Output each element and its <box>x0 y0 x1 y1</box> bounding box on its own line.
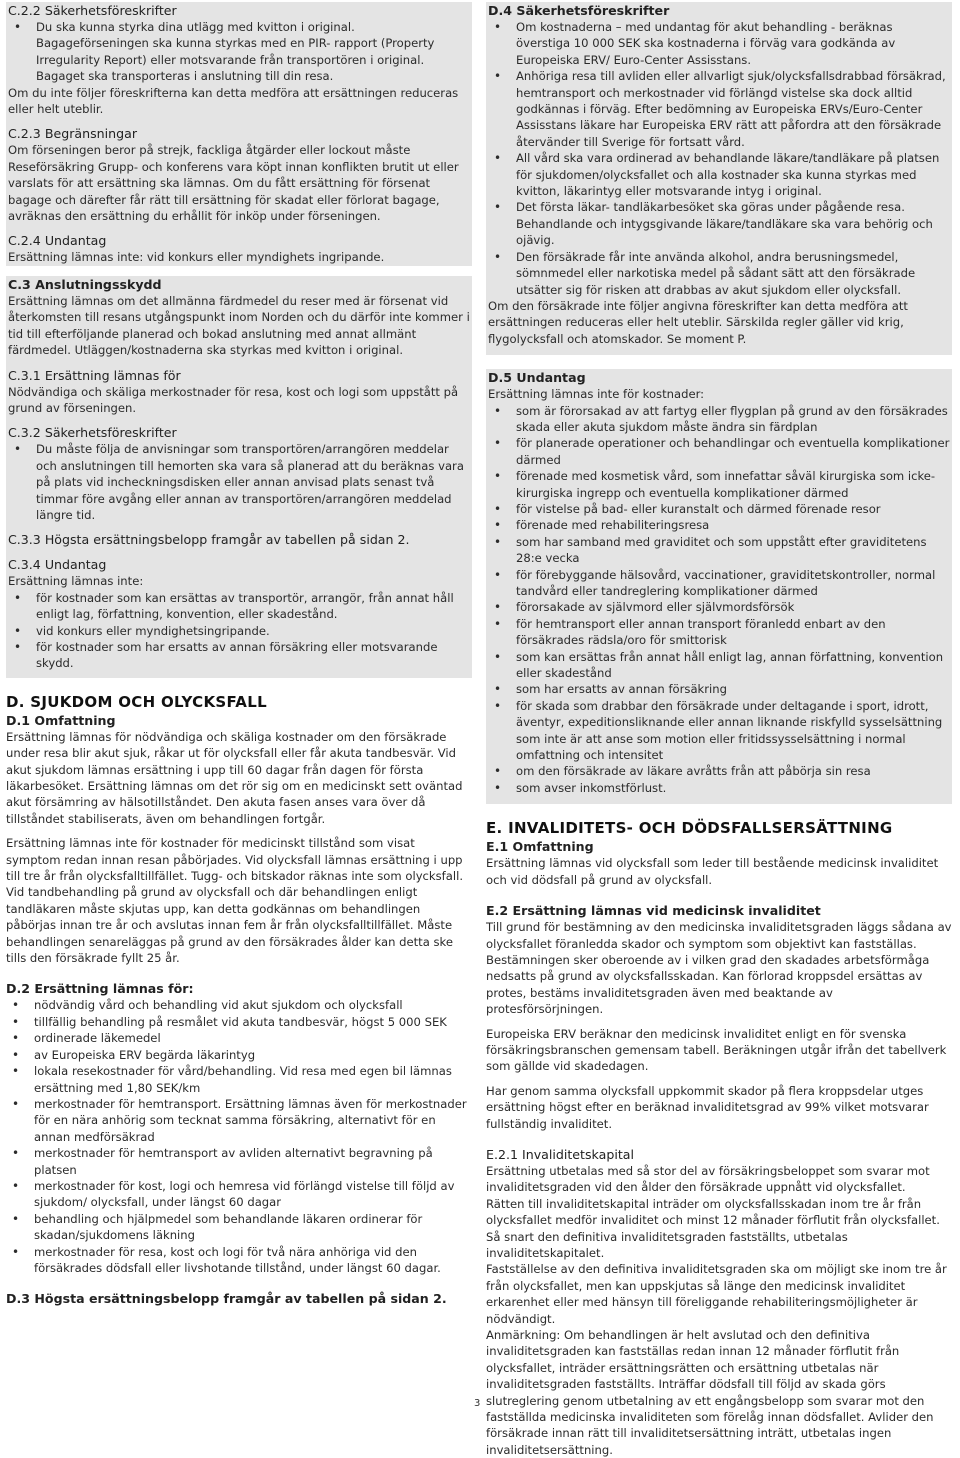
section-c3-shaded <box>6 276 472 678</box>
list-item: • för förebyggande hälsovård, vaccinationer, graviditetskontroller, normal tandvård eller tandreglering komplikationer därmed <box>516 567 950 600</box>
list-item: • om den försäkrade av läkare avråtts från att påbörja sin resa <box>516 763 950 779</box>
list-item: • för kostnader som kan ersättas av transportör, arrangör, från annat håll enligt lag, författning, konvention, eller skadestånd. <box>36 590 470 623</box>
paragraph-e2-3: Har genom samma olycksfall uppkommit skador på flera kroppsdelar utges ersättning högst efter en beräknad invaliditetsgrad av 99% vilket motsvarar fullständig invaliditet. <box>486 1083 929 1131</box>
list-item: • merkostnader för hemtransport av avliden alternativt begravning på platsen <box>34 1145 472 1178</box>
list-item: • för planerade operationer och behandlingar och eventuella komplikationer därmed <box>516 435 950 468</box>
left-column <box>6 2 472 1307</box>
paragraph-e21-1: Ersättning utbetalas med så stor del av försäkringsbeloppet som svarar mot invaliditetsgraden vid den ålder den försäkrade uppnått vid olycksfallet. <box>486 1163 930 1195</box>
list-item: • förenade med rehabiliteringsresa <box>516 517 950 533</box>
heading-e2: E.2 Ersättning lämnas vid medicinsk invaliditet <box>486 903 821 919</box>
heading-c31: C.3.1 Ersättning lämnas för <box>8 367 181 383</box>
heading-c3: C.3 Anslutningsskydd <box>8 276 162 292</box>
list-item: • för skada som drabbar den försäkrade under deltagande i sport, idrott, äventyr, expeditionsliknande eller annan liknande riskfylld sysselsättning som inte är att anse som motion eller fritidssysselsättning i normal omfattning och intensitet <box>516 698 950 764</box>
list-c34 <box>8 590 470 672</box>
list-item: • som har samband med graviditet och som uppstått efter graviditetens 28:e vecka <box>516 534 950 567</box>
paragraph-c3: Ersättning lämnas om det allmänna färdmedel du reser med är försenat vid återkomsten till resans utgångspunkt inom Norden och du därför inte kommer i tid till efterföljande planerad och bokad anslutning med annat allmänt färdmedel. Utläggen/kostnaderna ska styrkas med kvitton i original. <box>8 293 470 358</box>
list-item: • merkostnader för hemtransport. Ersättning lämnas även för merkostnader för en nära anhörig som tecknat samma försäkring, alternativt för en annan medförsäkrad <box>34 1096 472 1145</box>
paragraph-c24: Ersättning lämnas inte: vid konkurs eller myndighets ingripande. <box>8 250 385 265</box>
list-item: • lokala resekostnader för vård/behandling. Vid resa med egen bil lämnas ersättning med 1,80 SEK/km <box>34 1063 472 1096</box>
list-item: • merkostnader för kost, logi och hemresa vid förlängd vistelse till följd av sjukdom/ olycksfall, under längst 60 dagar <box>34 1178 472 1211</box>
heading-d: D. SJUKDOM OCH OLYCKSFALL <box>6 692 267 711</box>
paragraph-e21-3: Fastställelse av den definitiva invaliditetsgraden ska om möjligt ske inom tre år från olycksfallet, men kan uppskjutas så länge den medicinsk invaliditet erkarenhet eller med hänsyn till föreliggande rehabiliteringsmöjligheter är nödvändigt. <box>486 1262 947 1326</box>
list-item: • för kostnader som har ersatts av annan försäkring eller motsvarande skydd. <box>36 639 470 672</box>
list-d2 <box>6 997 472 1276</box>
paragraph-d1-2: Ersättning lämnas inte för kostnader för medicinskt tillstånd som visat symptom redan innan resan påbörjades. Vid olycksfall lämnas ersättning i upp till tre år från olycksfalltillfället. Tugg- och bitskador räknas inte som olycksfall. Vid tandbehandling på grund av olycksfall och där behandlingen enligt tandläkaren måste skjutas upp, kan detta godkännas om behandlingen påbörjas innan tre år och avslutas innan fem år från olycksfalltillfället. Måste behandlingen senareläggas på grund av den försäkrades ålder kan detta ske tills den försäkrade fyllt 25 år. <box>6 836 464 966</box>
heading-d4: D.4 Säkerhetsföreskrifter <box>488 3 670 18</box>
list-item: • All vård ska vara ordinerad av behandlande läkare/tandläkare på platsen för sjukdomen/olycksfallet och alla kostnader ska kunna styrkas med kvitton, läkarintyg eller motsvarande intyg i original. <box>516 150 950 199</box>
list-item: • för vistelse på bad- eller kuranstalt och därmed förenade resor <box>516 501 950 517</box>
list-item: • Den försäkrade får inte använda alkohol, andra berusningsmedel, sömnmedel eller narkotiska medel på sådant sätt att den försäkrade utsätter sig för risken att drabbas av akut sjukdom eller olycksfall. <box>516 249 950 298</box>
list-item: • merkostnader för resa, kost och logi för två nära anhöriga vid den försäkrades dödsfall eller livshotande tillstånd, under längst 60 dagar. <box>34 1244 472 1277</box>
list-item: • Anhöriga resa till avliden eller allvarligt sjuk/olycksfallsdrabbad försäkrad, hemtransport och merkostnader vid förlängd vistelse ska dock alltid godkännas i förväg. Efter bedömning av Europeiska ERVs/Euro-Center Assisstans läkare har Europeiska ERV rätt att påfordra att den försäkrade återvänder till Sverige för fortsatt vård. <box>516 68 950 150</box>
paragraph-e2-1: Till grund för bestämning av den medicinska invaliditetsgraden läggs sådana av olycksfallet föranledda skador och symptom som objektivt kan fastställas. Bestämningen sker oberoende av i vilken grad den skadades arbetsförmåga nedsatts på grund av olycksfallsskadan. Kan förlorad kroppsdel ersättas av protes, bestäms invaliditetsgraden även med beaktande av protesförsörjningen. <box>486 920 952 1017</box>
heading-c22: C.2.2 Säkerhetsföreskrifter <box>8 3 177 18</box>
section-c2-shaded <box>6 2 472 266</box>
list-item: • av Europeiska ERV begärda läkarintyg <box>34 1047 472 1063</box>
list-c32 <box>8 441 470 523</box>
list-item: • som kan ersättas från annat håll enligt lag, annan författning, konvention eller skadestånd <box>516 649 950 682</box>
section-d4-shaded <box>486 2 952 355</box>
heading-c23: C.2.3 Begränsningar <box>8 126 137 142</box>
paragraph-e2-2: Europeiska ERV beräknar den medicinsk invaliditet enligt en för svenska försäkringsbranschen gemensam tabell. Beräkningen utgår ifrån det tabellverk som gällde vid skadedagen. <box>486 1026 947 1074</box>
list-d4 <box>488 19 950 298</box>
heading-d2: D.2 Ersättning lämnas för: <box>6 981 194 997</box>
heading-c34: C.3.4 Undantag <box>8 557 107 573</box>
list-item: • som avser inkomstförlust. <box>516 780 950 796</box>
list-item: • Du måste följa de anvisningar som transportören/arrangören meddelar och anslutningen till hemorten ska vara så planerad att du beräknas vara på plats vid incheckningsdisken eller annan anvisad plats senast två timmar före avgång eller annan av transportören/arrangören meddelad längre tid. <box>36 441 470 523</box>
list-item: • för hemtransport eller annan transport föranledd enbart av den försäkrades rädsla/oro för smittorisk <box>516 616 950 649</box>
list-item: • tillfällig behandling på resmålet vid akuta tandbesvär, högst 5 000 SEK <box>34 1014 472 1030</box>
paragraph-d4: Om den försäkrade inte följer angivna föreskrifter kan detta medföra att ersättningen reduceras eller helt uteblir. Särskilda regler gäller vid krig, flygolycksfall och atomskador. Se moment P. <box>488 298 908 346</box>
paragraph-c31: Nödvändiga och skäliga merkostnader för resa, kost och logi som uppstått på grund av förseningen. <box>8 384 459 415</box>
heading-e1: E.1 Omfattning <box>486 839 594 855</box>
paragraph-d1-1: Ersättning lämnas för nödvändiga och skäliga kostnader om den försäkrade under resa blir akut sjuk, råkar ut för olycksfall eller får akuta tandbesvär. Vid akut sjukdom lämnas ersättning i upp till 60 dagar från dagen för första läkarbesöket. Ersättning lämnas om det rör sig om en medicinskt sett oväntad akut försämring av hälsotillståndet. Den akuta fasen anses vara över då tillståndet stabiliserats, även om behandlingen fortgår. <box>6 729 463 826</box>
heading-d3: D.3 Högsta ersättningsbelopp framgår av tabellen på sidan 2. <box>6 1291 447 1307</box>
paragraph-c34-intro: Ersättning lämnas inte: <box>8 574 144 589</box>
list-item: • nödvändig vård och behandling vid akut sjukdom och olycksfall <box>34 997 472 1013</box>
paragraph-d5-intro: Ersättning lämnas inte för kostnader: <box>488 387 705 402</box>
heading-d1: D.1 Omfattning <box>6 712 116 728</box>
right-column <box>486 2 952 1458</box>
list-item: • som är förorsakad av att fartyg eller flygplan på grund av den försäkrades skada eller akuta sjukdom måste ändra sin färdplan <box>516 403 950 436</box>
section-d5-shaded <box>486 369 952 804</box>
heading-d5: D.5 Undantag <box>488 370 586 386</box>
list-item: • Det första läkar- tandläkarbesöket ska göras under pågående resa. Behandlande och intygsgivande läkare/tandläkare ska vara behörig och ojävig. <box>516 199 950 248</box>
list-c22 <box>8 19 470 85</box>
paragraph-c22: Om du inte följer föreskrifterna kan detta medföra att ersättningen reduceras eller helt uteblir. <box>8 85 459 117</box>
heading-c32: C.3.2 Säkerhetsföreskrifter <box>8 425 177 441</box>
list-item: • förenade med kosmetisk vård, som innefattar såväl kirurgiska som icke-kirurgiska ingrepp och eventuella komplikationer därmed <box>516 468 950 501</box>
paragraph-e21-2: Rätten till invaliditetskapital inträder om olycksfallsskadan inom tre år från olycksfallet medför invaliditet och minst 12 månader förflutit från olycksfallet. Så snart den definitiva invaliditetsgraden fastställts, utbetalas invaliditetskapitalet. <box>486 1196 940 1260</box>
list-item: • vid konkurs eller myndighetsingripande. <box>36 623 470 639</box>
paragraph-e1: Ersättning lämnas vid olycksfall som leder till bestående medicinsk invaliditet och vid dödsfall på grund av olycksfall. <box>486 856 939 887</box>
list-item: • Du ska kunna styrka dina utlägg med kvitton i original. Bagageförseningen ska kunna styrkas med en PIR- rapport (Property Irregularity Report) eller motsvarande från transportören i original. Bagaget ska transporteras i anslutning till din resa. <box>36 19 470 85</box>
list-item: • Om kostnaderna – med undantag för akut behandling - beräknas överstiga 10 000 SEK ska kostnaderna i förväg vara godkända av Europeiska ERV/ Euro-Center Assisstans. <box>516 19 950 68</box>
list-item: • ordinerade läkemedel <box>34 1030 472 1046</box>
heading-e21: E.2.1 Invaliditetskapital <box>486 1146 634 1162</box>
list-item: • som har ersatts av annan försäkring <box>516 681 950 697</box>
list-item: • förorsakade av självmord eller självmordsförsök <box>516 599 950 615</box>
heading-e: E. INVALIDITETS- OCH DÖDSFALLSERSÄTTNING <box>486 819 893 838</box>
page-number: 3 <box>474 1398 481 1409</box>
paragraph-e21-4: Anmärkning: Om behandlingen är helt avslutad och den definitiva invaliditetsgraden kan fastställas redan innan 12 månader förflutit från olycksfallet, inträder ersättningsrätten och ersättning utbetalas när invaliditetsgraden fastställts. Inträffar dödsfall till följd av skada görs slutreglering genom utbetalning av ett engångsbelopp som svarar mot den fastställda medicinska invaliditeten som förelåg innan dödsfallet. Avlider den försäkrade innan rätt till invaliditetsersättning inträtt, utbetalas ingen invaliditetsersättning. <box>486 1328 934 1457</box>
paragraph-c23: Om förseningen beror på strejk, fackliga åtgärder eller lockout måste Reseförsäkring Grupp- och konferens vara köpt innan konflikten brutit ut eller varslats för att ersättning ska lämnas. Om du fått ersättning för försenat bagage och därefter får rätt till ersättning för skadat eller förlorat bagage, avräknas den ersättning du erhållit för inköp under förseningen. <box>8 143 459 224</box>
list-d5 <box>488 403 950 797</box>
heading-c33: C.3.3 Högsta ersättningsbelopp framgår av tabellen på sidan 2. <box>8 532 410 548</box>
heading-c24: C.2.4 Undantag <box>8 233 107 249</box>
list-item: • behandling och hjälpmedel som behandlande läkaren ordinerar för skadan/sjukdomens läkning <box>34 1211 472 1244</box>
